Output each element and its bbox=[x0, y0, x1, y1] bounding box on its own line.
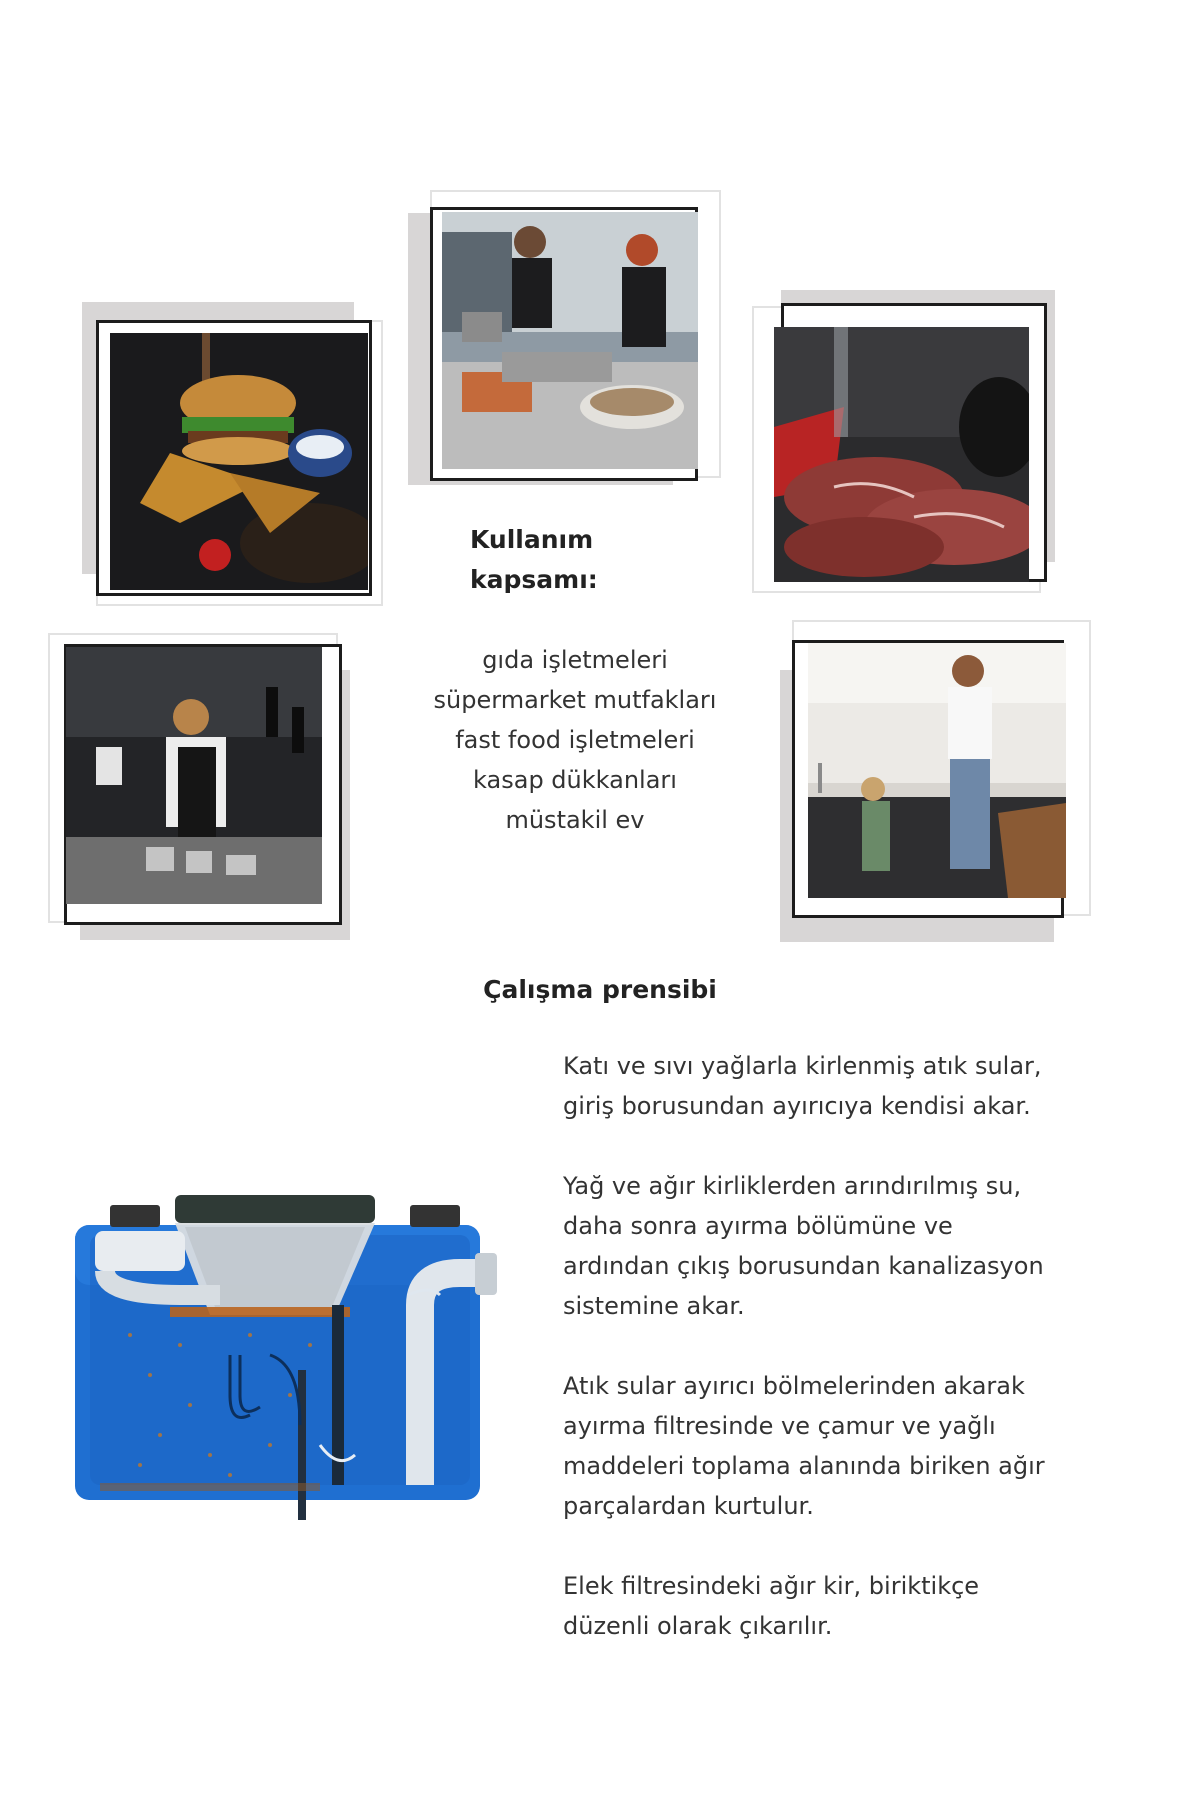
principle-paragraph: Yağ ve ağır kirliklerden arındırılmış su, daha sonra ayırma bölümüne ve ardından çıkış borusundan kanalizasyon sistemine akar. bbox=[563, 1172, 1044, 1320]
usage-title-line2: kapsamı: bbox=[470, 565, 598, 594]
usage-list bbox=[405, 640, 745, 840]
usage-title bbox=[470, 520, 670, 600]
usage-item: gıda işletmeleri bbox=[482, 646, 668, 674]
burger-photo bbox=[110, 333, 368, 590]
usage-item: fast food işletmeleri bbox=[455, 726, 695, 754]
grease-separator-illustration bbox=[70, 1195, 520, 1525]
principle-paragraph: Katı ve sıvı yağlarla kirlenmiş atık sular, giriş borusundan ayırıcıya kendisi akar. bbox=[563, 1052, 1042, 1120]
principle-title: Çalışma prensibi bbox=[483, 975, 717, 1004]
home-kitchen-photo bbox=[808, 643, 1066, 898]
principle-body bbox=[563, 1046, 1123, 1686]
usage-item: müstakil ev bbox=[505, 806, 645, 834]
principle-paragraph: Atık sular ayırıcı bölmelerinden akarak ayırma filtresinde ve çamur ve yağlı maddeleri toplama alanında biriken ağır parçalardan kurtulur. bbox=[563, 1372, 1045, 1520]
usage-item: kasap dükkanları bbox=[473, 766, 677, 794]
tank-lid bbox=[175, 1195, 375, 1223]
usage-title-line1: Kullanım bbox=[470, 525, 594, 554]
cook-photo bbox=[66, 647, 322, 904]
principle-paragraph: Elek filtresindeki ağır kir, biriktikçe düzenli olarak çıkarılır. bbox=[563, 1572, 980, 1640]
usage-item: süpermarket mutfakları bbox=[433, 686, 717, 714]
meat-photo bbox=[774, 327, 1029, 582]
chefs-photo bbox=[442, 212, 698, 469]
inlet-pipe bbox=[95, 1231, 185, 1271]
